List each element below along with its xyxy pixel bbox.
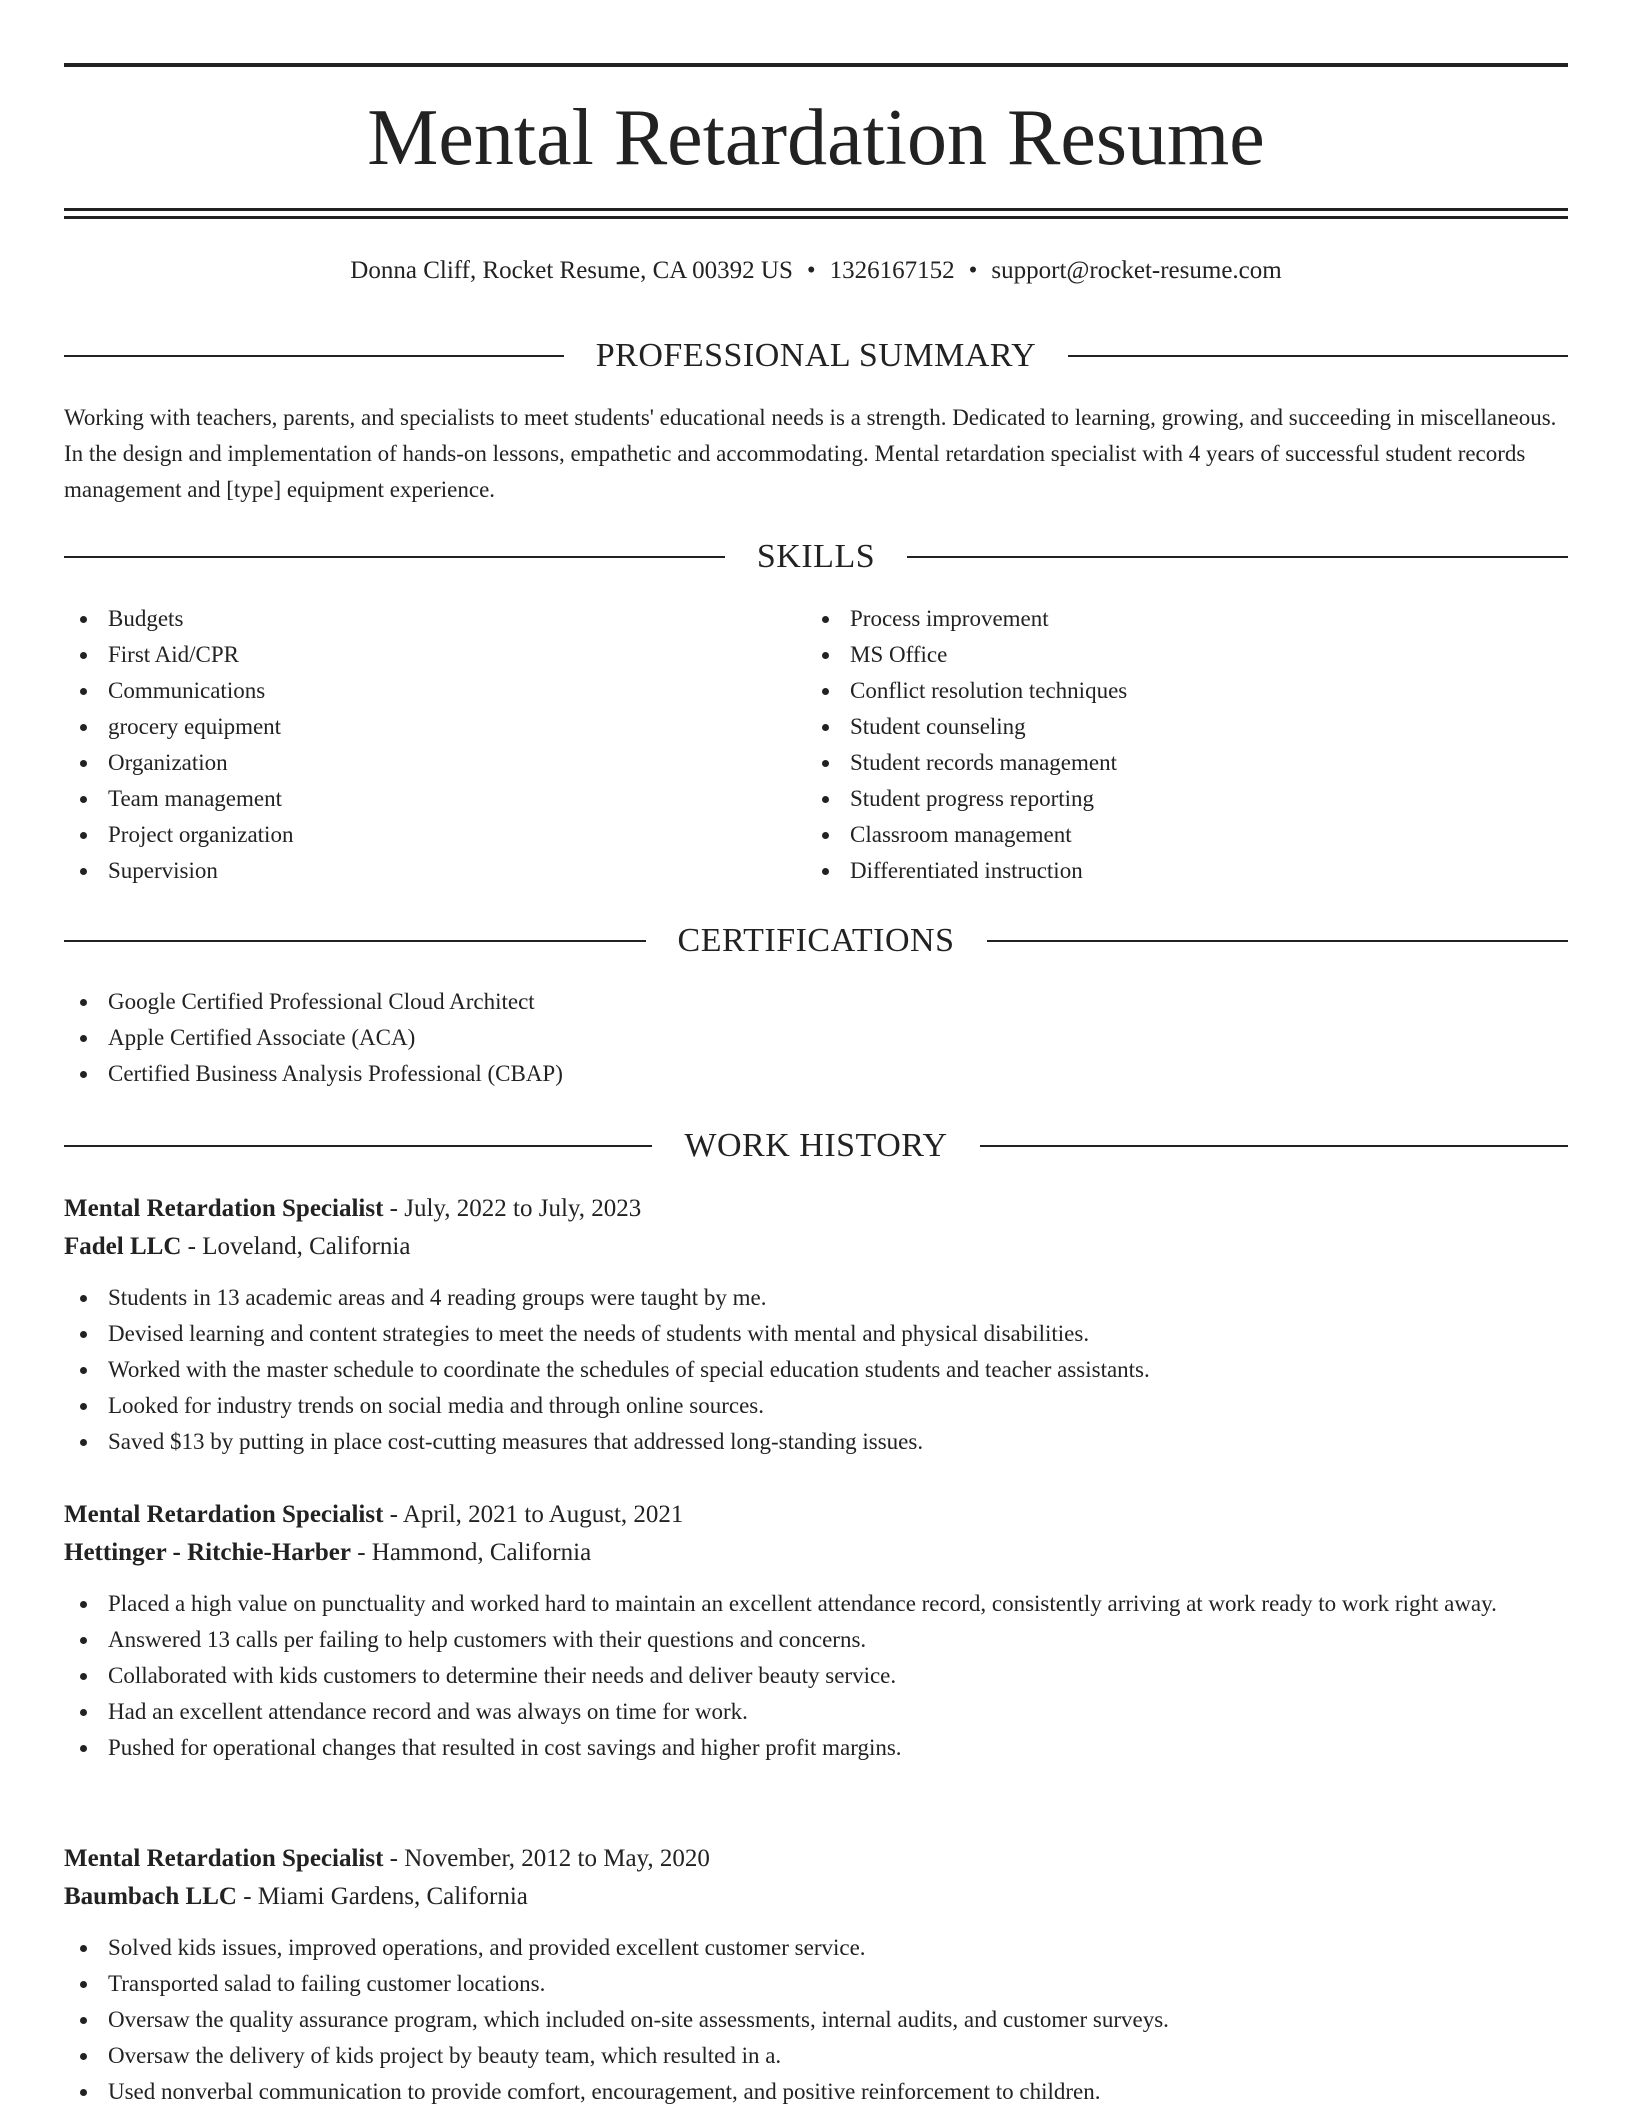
skill-item: MS Office: [806, 637, 1566, 673]
job-bullet: Saved $13 by putting in place cost-cutting measures that addressed long-standing issues.: [64, 1424, 1568, 1460]
skills-list-left: [64, 601, 804, 889]
job-dates: - July, 2022 to July, 2023: [383, 1195, 642, 1222]
job-company-line: [64, 1878, 1568, 1916]
skill-item: Classroom management: [806, 817, 1566, 853]
skill-item: Process improvement: [806, 601, 1566, 637]
skill-item: Budgets: [64, 601, 804, 637]
contact-separator: •: [806, 257, 816, 284]
certification-item: Certified Business Analysis Professional (CBAP): [64, 1056, 1568, 1092]
job-company: Baumbach LLC: [64, 1883, 237, 1910]
summary-heading: [64, 334, 1568, 378]
job-company-line: [64, 1228, 1568, 1266]
job-bullet: Used nonverbal communication to provide comfort, encouragement, and positive reinforcement to children.: [64, 2074, 1568, 2110]
heading-rule-left: [64, 556, 725, 558]
job-bullets: [64, 1280, 1568, 1460]
skills-list-right: [806, 601, 1566, 889]
job-bullet: Devised learning and content strategies to meet the needs of students with mental and physical disabilities.: [64, 1316, 1568, 1352]
heading-rule-right: [1068, 355, 1568, 357]
summary-heading-label: PROFESSIONAL SUMMARY: [595, 337, 1037, 374]
skill-item: grocery equipment: [64, 709, 804, 745]
job-entry: [64, 1496, 1568, 1766]
contact-address: Donna Cliff, Rocket Resume, CA 00392 US: [350, 257, 793, 284]
job-bullet: Students in 13 academic areas and 4 reading groups were taught by me.: [64, 1280, 1568, 1316]
job-location: - Loveland, California: [181, 1233, 411, 1260]
job-location: - Miami Gardens, California: [236, 1883, 528, 1910]
skills-heading-label: SKILLS: [756, 538, 876, 575]
job-dates: - November, 2012 to May, 2020: [383, 1845, 710, 1872]
job-bullet: Oversaw the quality assurance program, which included on-site assessments, internal audits, and customer surveys.: [64, 2002, 1568, 2038]
job-title-line: [64, 1496, 1568, 1534]
contact-separator: •: [968, 257, 978, 284]
job-location: - Hammond, California: [350, 1539, 592, 1566]
certification-item: Google Certified Professional Cloud Architect: [64, 984, 1568, 1020]
job-title: Mental Retardation Specialist: [64, 1195, 384, 1222]
skill-item: Student counseling: [806, 709, 1566, 745]
heading-rule-left: [64, 355, 564, 357]
certification-item: Apple Certified Associate (ACA): [64, 1020, 1568, 1056]
contact-phone: 1326167152: [829, 257, 955, 284]
job-entry: [64, 1190, 1568, 1460]
heading-rule-left: [64, 1145, 652, 1147]
job-title-line: [64, 1840, 1568, 1878]
certifications-heading-label: CERTIFICATIONS: [677, 922, 955, 959]
job-bullet: Pushed for operational changes that resulted in cost savings and higher profit margins.: [64, 1730, 1568, 1766]
job-bullet: Looked for industry trends on social media and through online sources.: [64, 1388, 1568, 1424]
job-bullet: Answered 13 calls per failing to help customers with their questions and concerns.: [64, 1622, 1568, 1658]
work-history-heading: [64, 1124, 1568, 1168]
job-entry: [64, 1840, 1568, 2110]
job-title-line: [64, 1190, 1568, 1228]
summary-text: Working with teachers, parents, and specialists to meet students' educational needs is a strength. Dedicated to learning, growing, and succeeding in miscellaneous. In the design and implementation of hands-on lessons, empathetic and accommodating. Mental retardation specialist with 4 years of successful student records management and [type] equipment experience.: [64, 405, 1557, 502]
job-company: Hettinger - Ritchie-Harber: [64, 1539, 351, 1566]
header-double-rule-lower: [64, 216, 1568, 219]
certifications-heading: [64, 919, 1568, 963]
job-company-line: [64, 1534, 1568, 1572]
header-double-rule-upper: [64, 208, 1568, 211]
skill-item: Student progress reporting: [806, 781, 1566, 817]
heading-rule-right: [980, 1145, 1568, 1147]
skill-item: Team management: [64, 781, 804, 817]
job-bullet: Had an excellent attendance record and was always on time for work.: [64, 1694, 1568, 1730]
job-bullets: [64, 1586, 1568, 1766]
skill-item: First Aid/CPR: [64, 637, 804, 673]
job-dates: - April, 2021 to August, 2021: [383, 1501, 684, 1528]
contact-line: [64, 254, 1568, 288]
heading-rule-right: [987, 940, 1569, 942]
header-top-rule: [64, 63, 1568, 67]
job-bullet: Placed a high value on punctuality and worked hard to maintain an excellent attendance record, consistently arriving at work ready to work right away.: [64, 1586, 1568, 1622]
work-history-heading-label: WORK HISTORY: [684, 1127, 948, 1164]
skill-item: Supervision: [64, 853, 804, 889]
skill-item: Conflict resolution techniques: [806, 673, 1566, 709]
job-title: Mental Retardation Specialist: [64, 1501, 384, 1528]
skill-item: Communications: [64, 673, 804, 709]
skill-item: Student records management: [806, 745, 1566, 781]
job-company: Fadel LLC: [64, 1233, 182, 1260]
job-bullet: Oversaw the delivery of kids project by beauty team, which resulted in a.: [64, 2038, 1568, 2074]
heading-rule-left: [64, 940, 646, 942]
job-bullet: Solved kids issues, improved operations, and provided excellent customer service.: [64, 1930, 1568, 1966]
heading-rule-right: [907, 556, 1568, 558]
job-bullet: Collaborated with kids customers to determine their needs and deliver beauty service.: [64, 1658, 1568, 1694]
job-bullet: Worked with the master schedule to coordinate the schedules of special education students and teacher assistants.: [64, 1352, 1568, 1388]
job-title: Mental Retardation Specialist: [64, 1845, 384, 1872]
skill-item: Organization: [64, 745, 804, 781]
certifications-list: [64, 984, 1568, 1092]
job-bullet: Transported salad to failing customer locations.: [64, 1966, 1568, 2002]
skill-item: Project organization: [64, 817, 804, 853]
skill-item: Differentiated instruction: [806, 853, 1566, 889]
job-bullets: [64, 1930, 1568, 2110]
resume-title: Mental Retardation Resume: [367, 94, 1265, 182]
contact-email: support@rocket-resume.com: [991, 257, 1282, 284]
skills-heading: [64, 535, 1568, 579]
